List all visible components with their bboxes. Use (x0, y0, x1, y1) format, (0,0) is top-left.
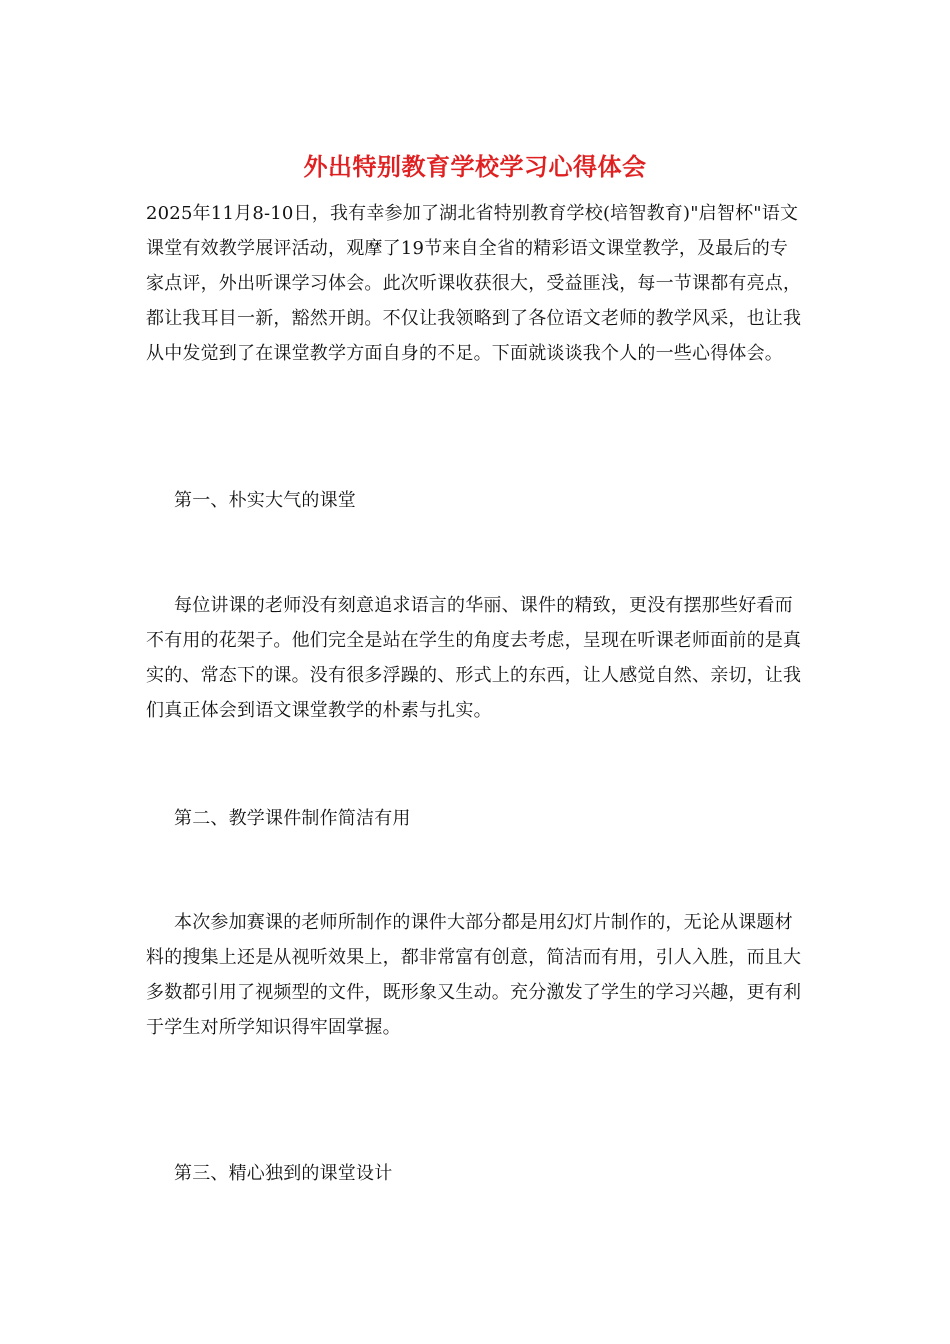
section-2-body: 本次参加赛课的老师所制作的课件大部分都是用幻灯片制作的，无论从课题材料的搜集上还是从视听效果上，都非常富有创意，简洁而有用，引人入胜，而且大多数都引用了视频型的文件，既形象又生动。充分激发了学生的学习兴趣，更有利于学生对所学知识得牢固掌握。 (146, 912, 802, 1038)
intro-paragraph: 2025年11月8-10日，我有幸参加了湖北省特别教育学校(培智教育)"启智杯"语文课堂有效教学展评活动，观摩了19节来自全省的精彩语文课堂教学，及最后的专家点评，外出听课学习体会。此次听课收获很大，受益匪浅，每一节课都有亮点，都让我耳目一新，豁然开朗。不仅让我领略到了各位语文老师的教学风采，也让我从中发觉到了在课堂教学方面自身的不足。下面就谈谈我个人的一些心得体会。 (146, 203, 802, 364)
document-title: 外出特别教育学校学习心得体会 (303, 152, 647, 181)
section-1-body: 每位讲课的老师没有刻意追求语言的华丽、课件的精致，更没有摆那些好看而不有用的花架子。他们完全是站在学生的角度去考虑，呈现在听课老师面前的是真实的、常态下的课。没有很多浮躁的、形式上的东西，让人感觉自然、亲切，让我们真正体会到语文课堂教学的朴素与扎实。 (146, 595, 802, 721)
section-2-heading: 第二、教学课件制作简洁有用 (174, 808, 411, 829)
section-3-heading: 第三、精心独到的课堂设计 (174, 1163, 393, 1184)
section-1-heading: 第一、朴实大气的课堂 (174, 490, 356, 511)
